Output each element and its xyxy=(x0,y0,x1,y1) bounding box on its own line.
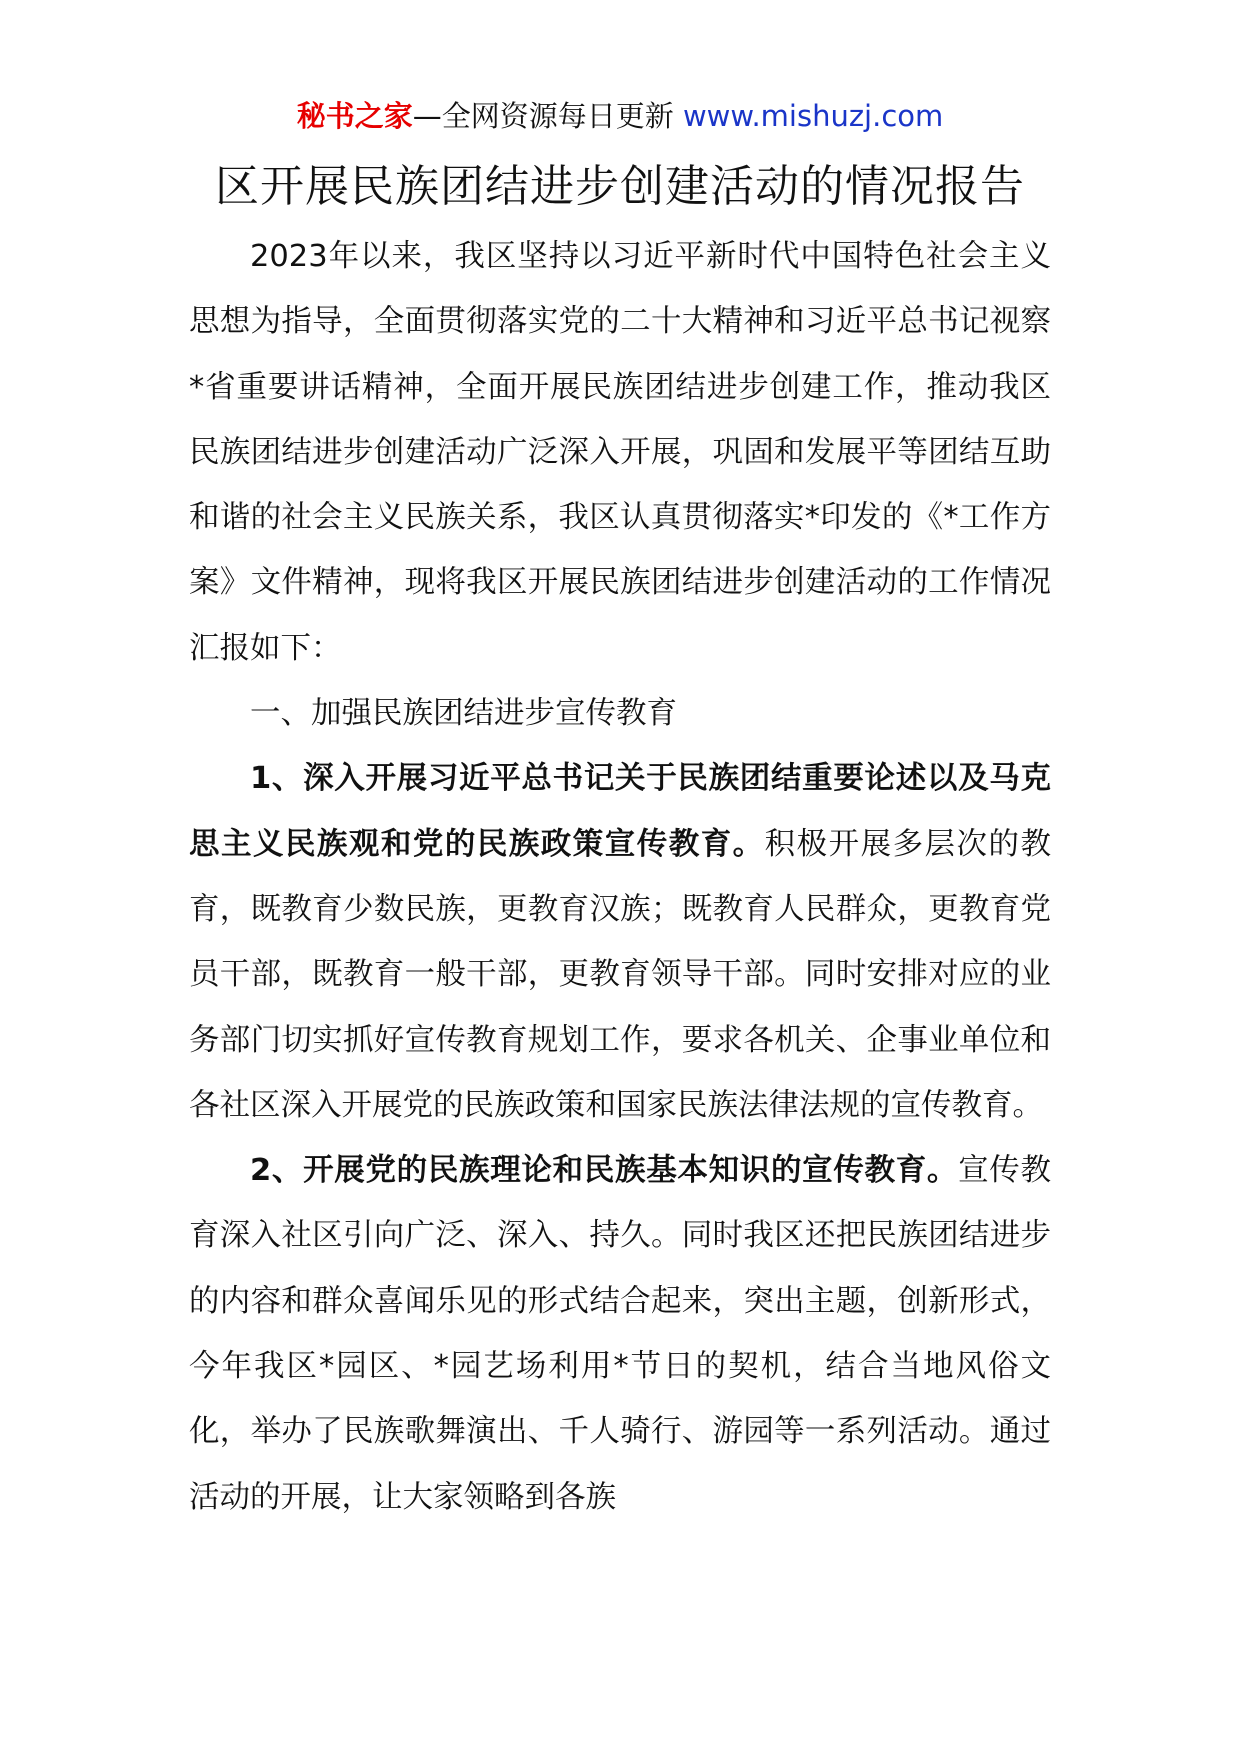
item-1-lead: 1、深入开展习近平总书记关于民族团结重要论述以及马克思主义民族观和党的民族政策宣传教育。 xyxy=(189,761,1051,862)
site-url-link[interactable]: www.mishuzj.com xyxy=(682,99,944,133)
item-1-body: 积极开展多层次的教育，既教育少数民族，更教育汉族；既教育人民群众，更教育党员干部，既教育一般干部，更教育领导干部。同时安排对应的业务部门切实抓好宣传教育规划工作，要求各机关、企事业单位和各社区深入开展党的民族政策和国家民族法律法规的宣传教育。 xyxy=(189,826,1052,1123)
item-1-paragraph xyxy=(189,746,1051,1138)
site-slogan: —全网资源每日更新 xyxy=(412,99,683,133)
site-brand: 秘书之家 xyxy=(296,99,413,133)
item-2-lead: 2、开展党的民族理论和民族基本知识的宣传教育。 xyxy=(250,1153,959,1189)
document-title: 区开展民族团结进步创建活动的情况报告 xyxy=(215,161,1025,212)
item-2-paragraph xyxy=(189,1138,1051,1530)
section-1-heading: 一、加强民族团结进步宣传教育 xyxy=(250,696,677,732)
document-body xyxy=(189,224,1051,1530)
intro-paragraph: 2023年以来，我区坚持以习近平新时代中国特色社会主义思想为指导，全面贯彻落实党的二十大精神和习近平总书记视察*省重要讲话精神，全面开展民族团结进步创建工作，推动我区民族团结进步创建活动广泛深入开展，巩固和发展平等团结互助和谐的社会主义民族关系，我区认真贯彻落实*印发的《*工作方案》文件精神，现将我区开展民族团结进步创建活动的工作情况汇报如下： xyxy=(189,239,1051,666)
site-header xyxy=(0,96,1240,136)
item-2-body: 宣传教育深入社区引向广泛、深入、持久。同时我区还把民族团结进步的内容和群众喜闻乐见的形式结合起来，突出主题，创新形式，今年我区*园区、*园艺场利用*节日的契机，结合当地风俗文化，举办了民族歌舞演出、千人骑行、游园等一系列活动。通过活动的开展，让大家领略到各族 xyxy=(189,1153,1051,1515)
